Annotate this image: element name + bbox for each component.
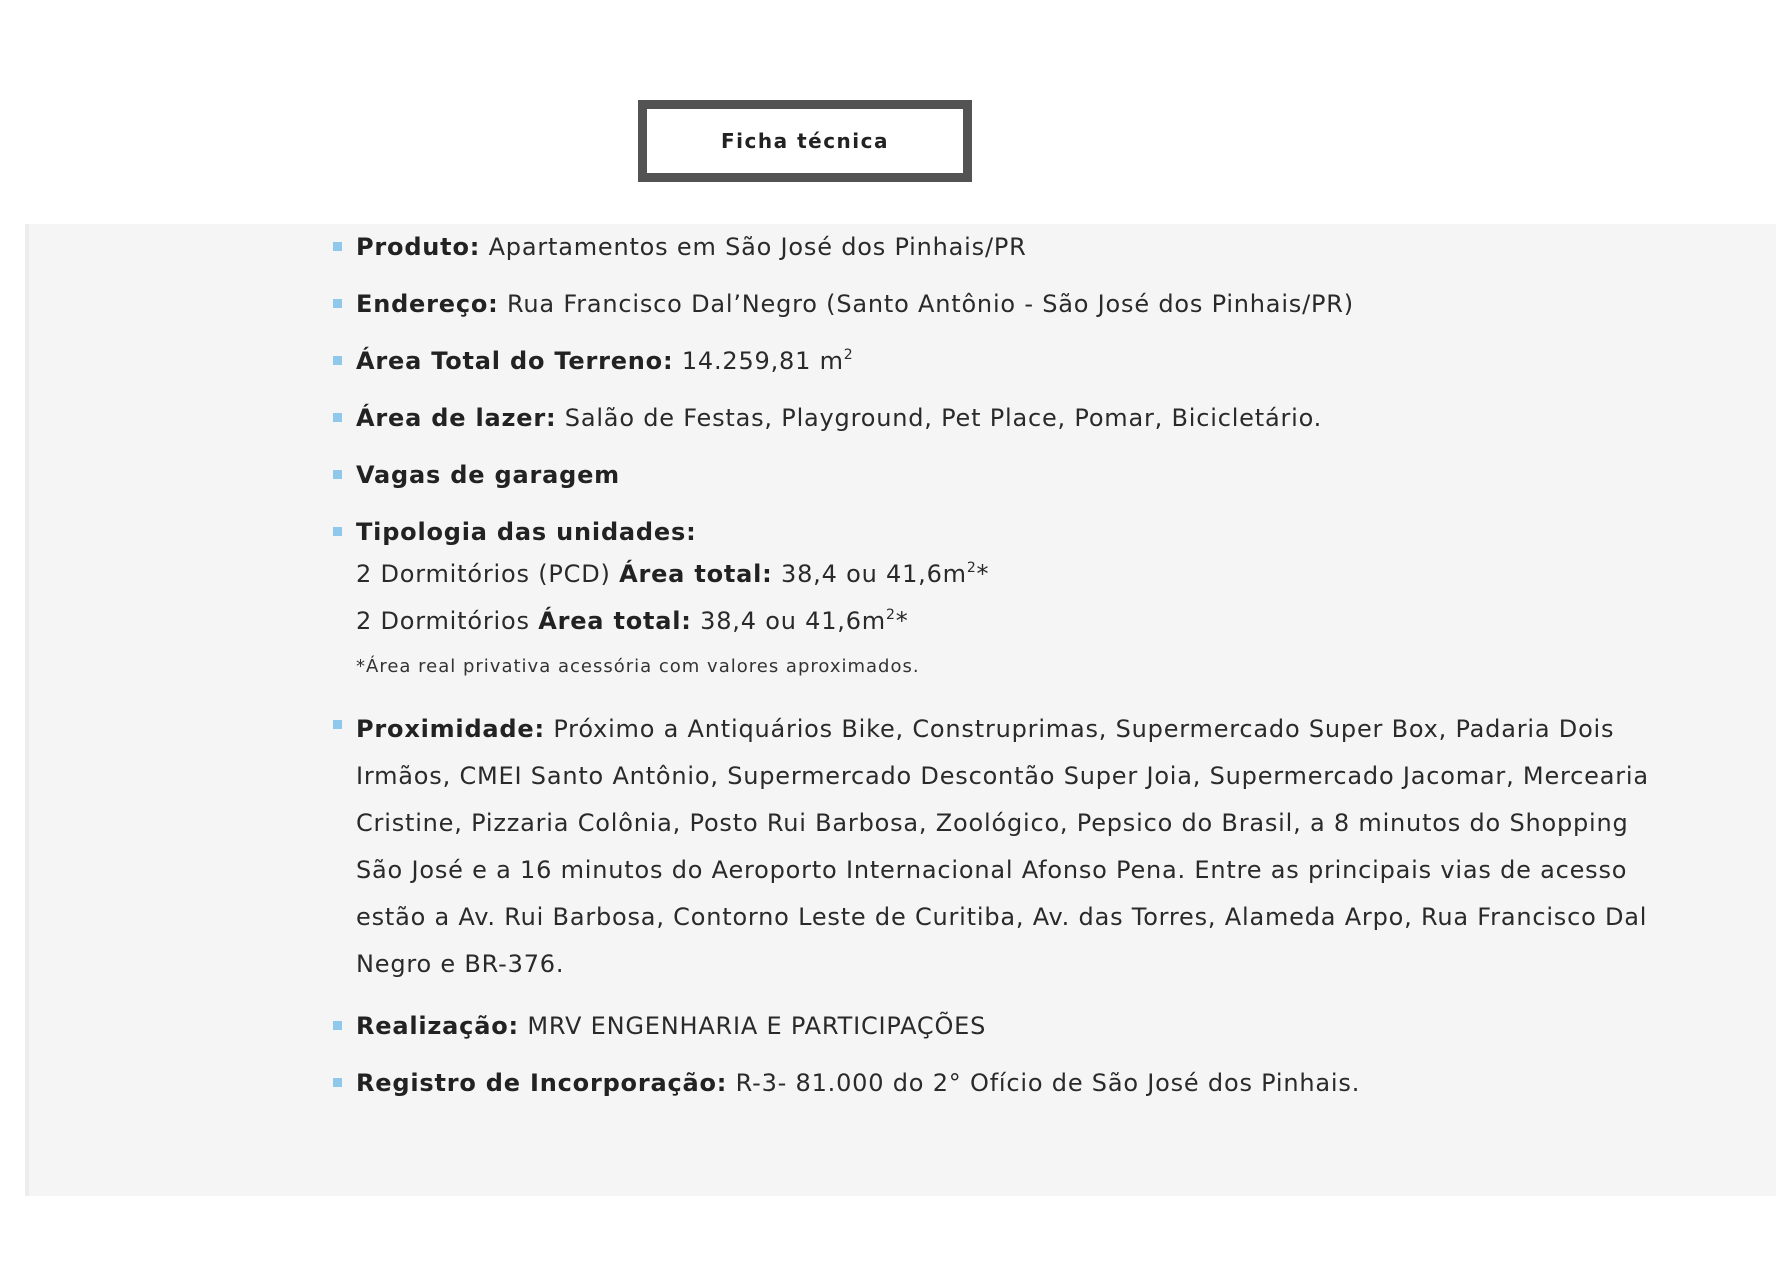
spec-value-proximidade: Próximo a Antiquários Bike, Construprimas, Supermercado Super Box, Padaria Dois Irmãos, CMEI Santo Antônio, Supermercado Descontão Super Joia, Supermercado Jacomar, Mercearia Cristine, Pizzaria Colônia, Posto Rui Barbosa, Zoológico, Pepsico do Brasil, a 8 minutos do Shopping São José e a 16 minutos do Aeroporto Internacional Afonso Pena. Entre as principais vias de acesso estão a Av. Rui Barbosa, Contorno Leste de Curitiba, Av. das Torres, Alameda Arpo, Rua Francisco Dal Negro e BR-376. (356, 715, 1649, 978)
spec-label-endereco: Endereço: (356, 290, 499, 318)
spec-value-registro: R-3- 81.000 do 2° Ofício de São José dos Pinhais. (735, 1069, 1361, 1097)
unit-name-pcd: 2 Dormitórios (PCD) (356, 560, 611, 588)
spec-item-vagas (331, 456, 1661, 494)
unit-area-label-pcd: Área total: (619, 560, 773, 588)
spec-label-area-lazer: Área de lazer: (356, 404, 557, 432)
spec-label-registro: Registro de Incorporação: (356, 1069, 728, 1097)
unit-suffix-pcd: * (976, 560, 990, 588)
spec-sup-area-terreno: 2 (843, 347, 854, 363)
spec-item-area-terreno (331, 342, 1661, 380)
unit-suffix-standard: * (895, 607, 909, 635)
spec-value-area-terreno: 14.259,81 m (681, 347, 844, 375)
proximidade-text (356, 715, 1649, 978)
spec-item-area-lazer (331, 399, 1661, 437)
tab-ficha-tecnica[interactable] (638, 100, 972, 182)
spec-value-endereco: Rua Francisco Dal’Negro (Santo Antônio - São José dos Pinhais/PR) (507, 290, 1354, 318)
unit-area-value-standard: 38,4 ou 41,6m (700, 607, 886, 635)
spec-item-endereco (331, 285, 1661, 323)
spec-item-realizacao (331, 1007, 1661, 1045)
unit-line-pcd (356, 551, 1661, 598)
spec-item-registro (331, 1064, 1661, 1102)
unit-sup-standard: 2 (885, 607, 896, 623)
spec-item-produto (331, 228, 1661, 266)
unit-name-standard: 2 Dormitórios (356, 607, 530, 635)
spec-value-produto: Apartamentos em São José dos Pinhais/PR (488, 233, 1027, 261)
spec-label-area-terreno: Área Total do Terreno: (356, 347, 674, 375)
spec-item-tipologia (331, 513, 1661, 687)
spec-label-realizacao: Realização: (356, 1012, 519, 1040)
spec-list (331, 228, 1661, 1121)
unit-area-value-pcd: 38,4 ou 41,6m (781, 560, 967, 588)
unit-line-standard (356, 598, 1661, 645)
tipologia-footnote: *Área real privativa acessória com valores aproximados. (356, 656, 920, 677)
spec-item-proximidade (331, 706, 1661, 988)
spec-label-vagas: Vagas de garagem (356, 461, 620, 489)
spec-value-area-lazer: Salão de Festas, Playground, Pet Place, Pomar, Bicicletário. (564, 404, 1323, 432)
spec-label-proximidade: Proximidade: (356, 715, 545, 743)
spec-label-produto: Produto: (356, 233, 481, 261)
unit-sup-pcd: 2 (966, 560, 977, 576)
spec-value-realizacao: MRV ENGENHARIA E PARTICIPAÇÕES (527, 1012, 987, 1040)
spec-label-tipologia: Tipologia das unidades: (356, 518, 697, 546)
tab-ficha-tecnica-label: Ficha técnica (721, 129, 889, 153)
unit-area-label-standard: Área total: (538, 607, 692, 635)
